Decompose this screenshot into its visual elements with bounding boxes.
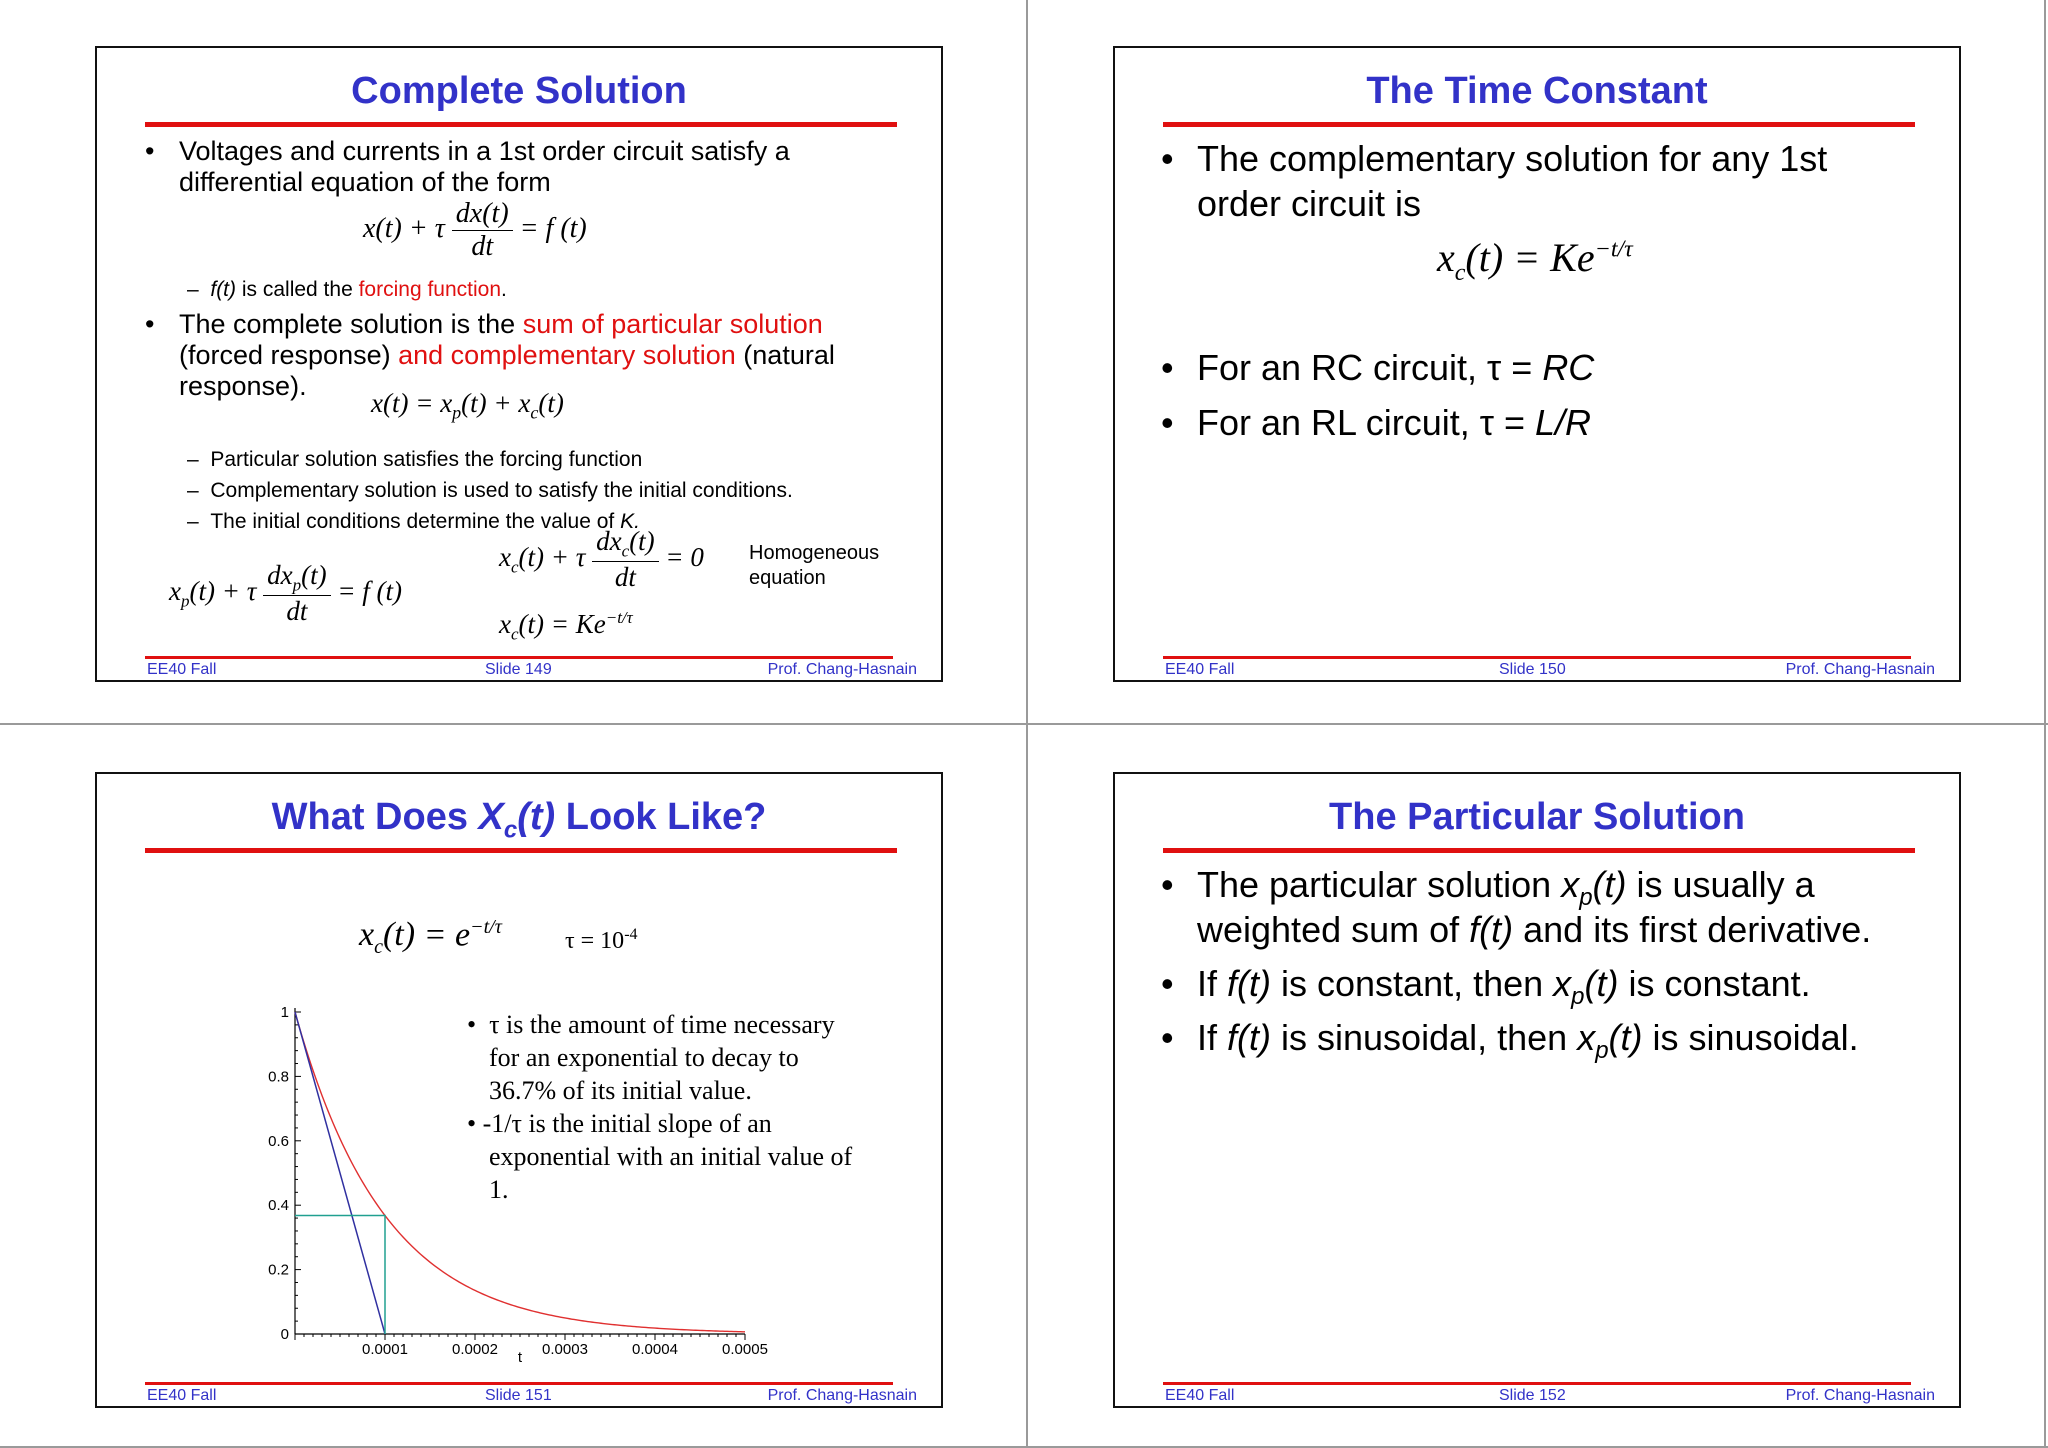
equation-complete-solution: $x(t) = x_p(t) + x_c(t)$ [371, 388, 564, 423]
y-tick-label: 0.2 [268, 1261, 289, 1279]
title-rule [1163, 122, 1915, 127]
equation-homogeneous: $x_c(t) + \tau$ $\frac{dx_c(t)}{dt}$ = 0 [499, 526, 704, 593]
homogeneous-label: equation [749, 567, 826, 589]
slide-title: The Particular Solution [1329, 796, 1745, 838]
footer-course: EE40 Fall [147, 1387, 217, 1404]
bullet-dot: • [1161, 402, 1174, 443]
equation-ode: x(t) + τ $\frac{dx(t)}{dt}$ = f (t) [363, 198, 587, 262]
bullet-dot: • [1161, 864, 1174, 905]
bullet-text: For an RL circuit, τ = L/R [1197, 402, 1592, 443]
y-tick-label: 0.4 [268, 1197, 289, 1215]
slide-title: The Time Constant [1366, 70, 1708, 112]
bullet-text: order circuit is [1197, 183, 1422, 224]
footer-author: Prof. Chang-Hasnain [1785, 1387, 1935, 1404]
y-tick-label: 0.6 [268, 1132, 289, 1150]
x-tick-label: 0.0005 [722, 1341, 768, 1358]
bullet-text: The particular solution $x_p(t)$ is usually a [1197, 864, 1815, 912]
bullet-text: differential equation of the form [179, 167, 551, 197]
equation-decay: $x_c(t) = e^{-t/\tau}$ [359, 916, 502, 959]
slide-150 [1113, 46, 1961, 682]
sub-bullet: – The initial conditions determine the value of K. [187, 510, 640, 533]
footer-slide-number: Slide 151 [485, 1387, 552, 1404]
series-initial-slope [295, 1012, 385, 1334]
footer-rule [145, 1382, 893, 1385]
footer-rule [1163, 1382, 1911, 1385]
y-tick-label: 1 [280, 1004, 289, 1021]
bullet-dot: • [1161, 963, 1174, 1004]
x-tick-label: 0.0001 [362, 1341, 408, 1358]
footer-rule [145, 656, 893, 659]
footer-rule [1163, 656, 1911, 659]
y-tick-label: 0.8 [268, 1068, 289, 1086]
bullet-dot: • [145, 309, 155, 339]
bullet-dot: • [1161, 1017, 1174, 1058]
x-tick-label: 0.0004 [632, 1341, 678, 1358]
bullet-text: response). [179, 371, 307, 401]
sub-bullet: – Particular solution satisfies the forcing function [187, 448, 643, 471]
bullet-text: The complete solution is the sum of particular solution [179, 309, 823, 339]
title-rule [1163, 848, 1915, 853]
bullet-dot: • [145, 136, 155, 166]
bullet-text: The complementary solution for any 1st [1197, 138, 1828, 179]
footer-slide-number: Slide 152 [1499, 1387, 1566, 1404]
bullet-text: weighted sum of f(t) and its first derivative. [1197, 909, 1872, 950]
right-border [2044, 0, 2046, 1448]
bullet-text: (forced response) and complementary solution (natural [179, 340, 835, 370]
homogeneous-label: Homogeneous [749, 542, 880, 564]
footer-author: Prof. Chang-Hasnain [767, 661, 917, 678]
sub-bullet: – Complementary solution is used to satisfy the initial conditions. [187, 479, 793, 502]
bullet-text: If f(t) is constant, then $x_p(t)$ is constant. [1197, 963, 1811, 1011]
slide-149 [95, 46, 943, 682]
slide-title: What Does $X_c(t)$ Look Like? [271, 796, 767, 844]
note-bullet: • τ is the amount of time necessary for an exponential to decay to 36.7% of its initial value. • -1/τ is the initial slope of an exponential with an initial value of 1. [467, 1010, 853, 1204]
x-tick-label: 0.0002 [452, 1341, 498, 1358]
footer-course: EE40 Fall [1165, 661, 1235, 678]
y-tick-label: 0 [280, 1326, 289, 1343]
horizontal-divider [0, 723, 2048, 725]
footer-author: Prof. Chang-Hasnain [1785, 661, 1935, 678]
equation-homogeneous-solution: $x_c(t) = Ke^{-t/\tau}$ [499, 608, 633, 644]
equation-complementary: $x_c(t) = Ke^{-t/\tau}$ [1437, 235, 1633, 286]
title-rule [145, 122, 897, 127]
x-tick-label: 0.0003 [542, 1341, 588, 1358]
bullet-text: Voltages and currents in a 1st order circuit satisfy a [179, 136, 790, 166]
bullet-dot: • [1161, 138, 1174, 179]
slide-152 [1113, 772, 1961, 1408]
tau-value: $\tau = 10^{-4}$ [565, 926, 638, 954]
equation-particular: $x_p(t) + \tau$ $\frac{dx_p(t)}{dt}$ = f (t) [169, 560, 403, 627]
sub-bullet: – f(t) is called the forcing function. [187, 278, 507, 301]
footer-course: EE40 Fall [147, 661, 217, 678]
slide-title: Complete Solution [351, 70, 687, 112]
bullet-dot: • [1161, 347, 1174, 388]
bullet-text: For an RC circuit, τ = RC [1197, 347, 1595, 388]
footer-slide-number: Slide 150 [1499, 661, 1566, 678]
footer-course: EE40 Fall [1165, 1387, 1235, 1404]
slide-151 [95, 772, 943, 1408]
footer-author: Prof. Chang-Hasnain [767, 1387, 917, 1404]
title-rule [145, 848, 897, 853]
bullet-text: If f(t) is sinusoidal, then $x_p(t)$ is sinusoidal. [1197, 1017, 1859, 1065]
footer-slide-number: Slide 149 [485, 661, 552, 678]
x-axis-label: t [517, 1349, 523, 1366]
series-tau-marker [295, 1216, 385, 1334]
